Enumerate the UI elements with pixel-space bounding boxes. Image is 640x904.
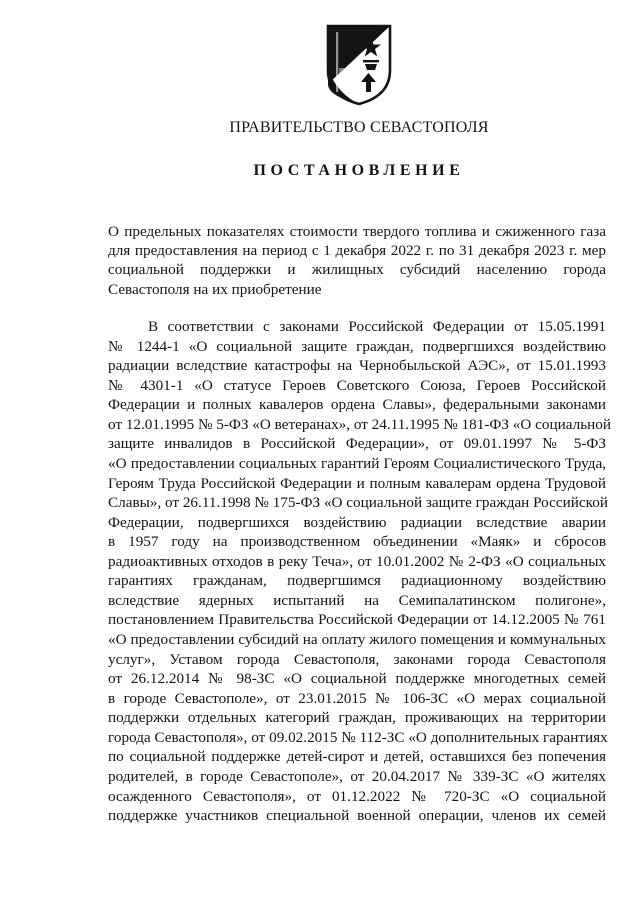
body-line: Федерации и полных кавалеров ордена Славы», федеральными законами bbox=[108, 396, 606, 414]
body-line: поддержке участников специальной военной операции, членов их семей bbox=[108, 807, 606, 825]
subject-line: О предельных показателях стоимости твердого топлива и сжиженного газа bbox=[108, 223, 606, 240]
body-line: услуг», Уставом города Севастополя, законами города Севастополя bbox=[108, 650, 606, 668]
body-line: постановлением Правительства Российской Федерации от 14.12.2005 № 761 bbox=[108, 611, 606, 629]
body-line: «О предоставлении субсидий на оплату жилого помещения и коммунальных bbox=[108, 631, 606, 648]
body-line: В соответствии с законами Российской Федерации от 15.05.1991 bbox=[148, 318, 606, 335]
body-line: по социальной поддержке детей-сирот и детей, оставшихся без попечения bbox=[108, 748, 606, 766]
body-line: защите инвалидов в Российской Федерации», от 09.01.1997 № 5-ФЗ bbox=[108, 435, 606, 453]
body-line: родителей, в городе Севастополе», от 20.04.2017 № 339-ЗС «О жителях bbox=[108, 767, 606, 785]
subject-line: Севастополя на их приобретение bbox=[108, 280, 322, 298]
body-line: в городе Севастополе», от 23.01.2015 № 106-ЗС «О мерах социальной bbox=[108, 689, 606, 707]
body-line: «О предоставлении социальных гарантий Героям Социалистического Труда, bbox=[108, 454, 606, 472]
body-line: Славы», от 26.11.1998 № 175-ФЗ «О социальной защите граждан Российской bbox=[108, 494, 608, 512]
body-line: осажденного Севастополя», от 01.12.2022 № 720-ЗС «О социальной bbox=[108, 787, 606, 805]
body-line: города Севастополя», от 09.02.2015 № 112-ЗС «О дополнительных гарантиях bbox=[108, 728, 608, 746]
body-line: от 12.01.1995 № 5-ФЗ «О ветеранах», от 24.11.1995 № 181-ФЗ «О социальной bbox=[108, 415, 611, 433]
body-line: Федерации, подвергшихся воздействию радиации вследствие аварии bbox=[108, 513, 606, 531]
body-line: поддержки отдельных категорий граждан, проживающих на территории bbox=[108, 709, 606, 727]
subject-line: социальной поддержки и жилищных субсидий населению города bbox=[108, 261, 606, 279]
organization-title: ПРАВИТЕЛЬСТВО СЕВАСТОПОЛЯ bbox=[229, 119, 489, 136]
decree-body bbox=[108, 317, 611, 826]
body-line: № 4301-1 «О статусе Героев Советского Союза, Героев Российской bbox=[108, 376, 606, 394]
decree-subject bbox=[108, 222, 606, 299]
sevastopol-coat-of-arms-emblem bbox=[325, 24, 393, 106]
body-line: Героям Труда Российской Федерации и полным кавалерам ордена Трудовой bbox=[108, 474, 606, 492]
body-line: в 1957 году на производственном объединении «Маяк» и сбросов bbox=[108, 533, 606, 551]
document-type-title: ПОСТАНОВЛЕНИЕ bbox=[253, 162, 465, 179]
body-line: радиации вследствие катастрофы на Чернобыльской АЭС», от 15.01.1993 bbox=[108, 357, 606, 375]
body-line: гарантиях гражданам, подвергшимся радиационному воздействию bbox=[108, 572, 606, 590]
subject-line: для предоставления на период с 1 декабря 2022 г. по 31 декабря 2023 г. мер bbox=[108, 242, 606, 260]
body-line: № 1244-1 «О социальной защите граждан, подвергшихся воздействию bbox=[108, 337, 606, 355]
body-line: радиоактивных отходов в реку Теча», от 10.01.2002 № 2-ФЗ «О социальных bbox=[108, 552, 606, 570]
body-line: от 26.12.2014 № 98-ЗС «О социальной поддержке многодетных семей bbox=[108, 670, 606, 688]
body-line: вследствие ядерных испытаний на Семипалатинском полигоне», bbox=[108, 591, 606, 609]
